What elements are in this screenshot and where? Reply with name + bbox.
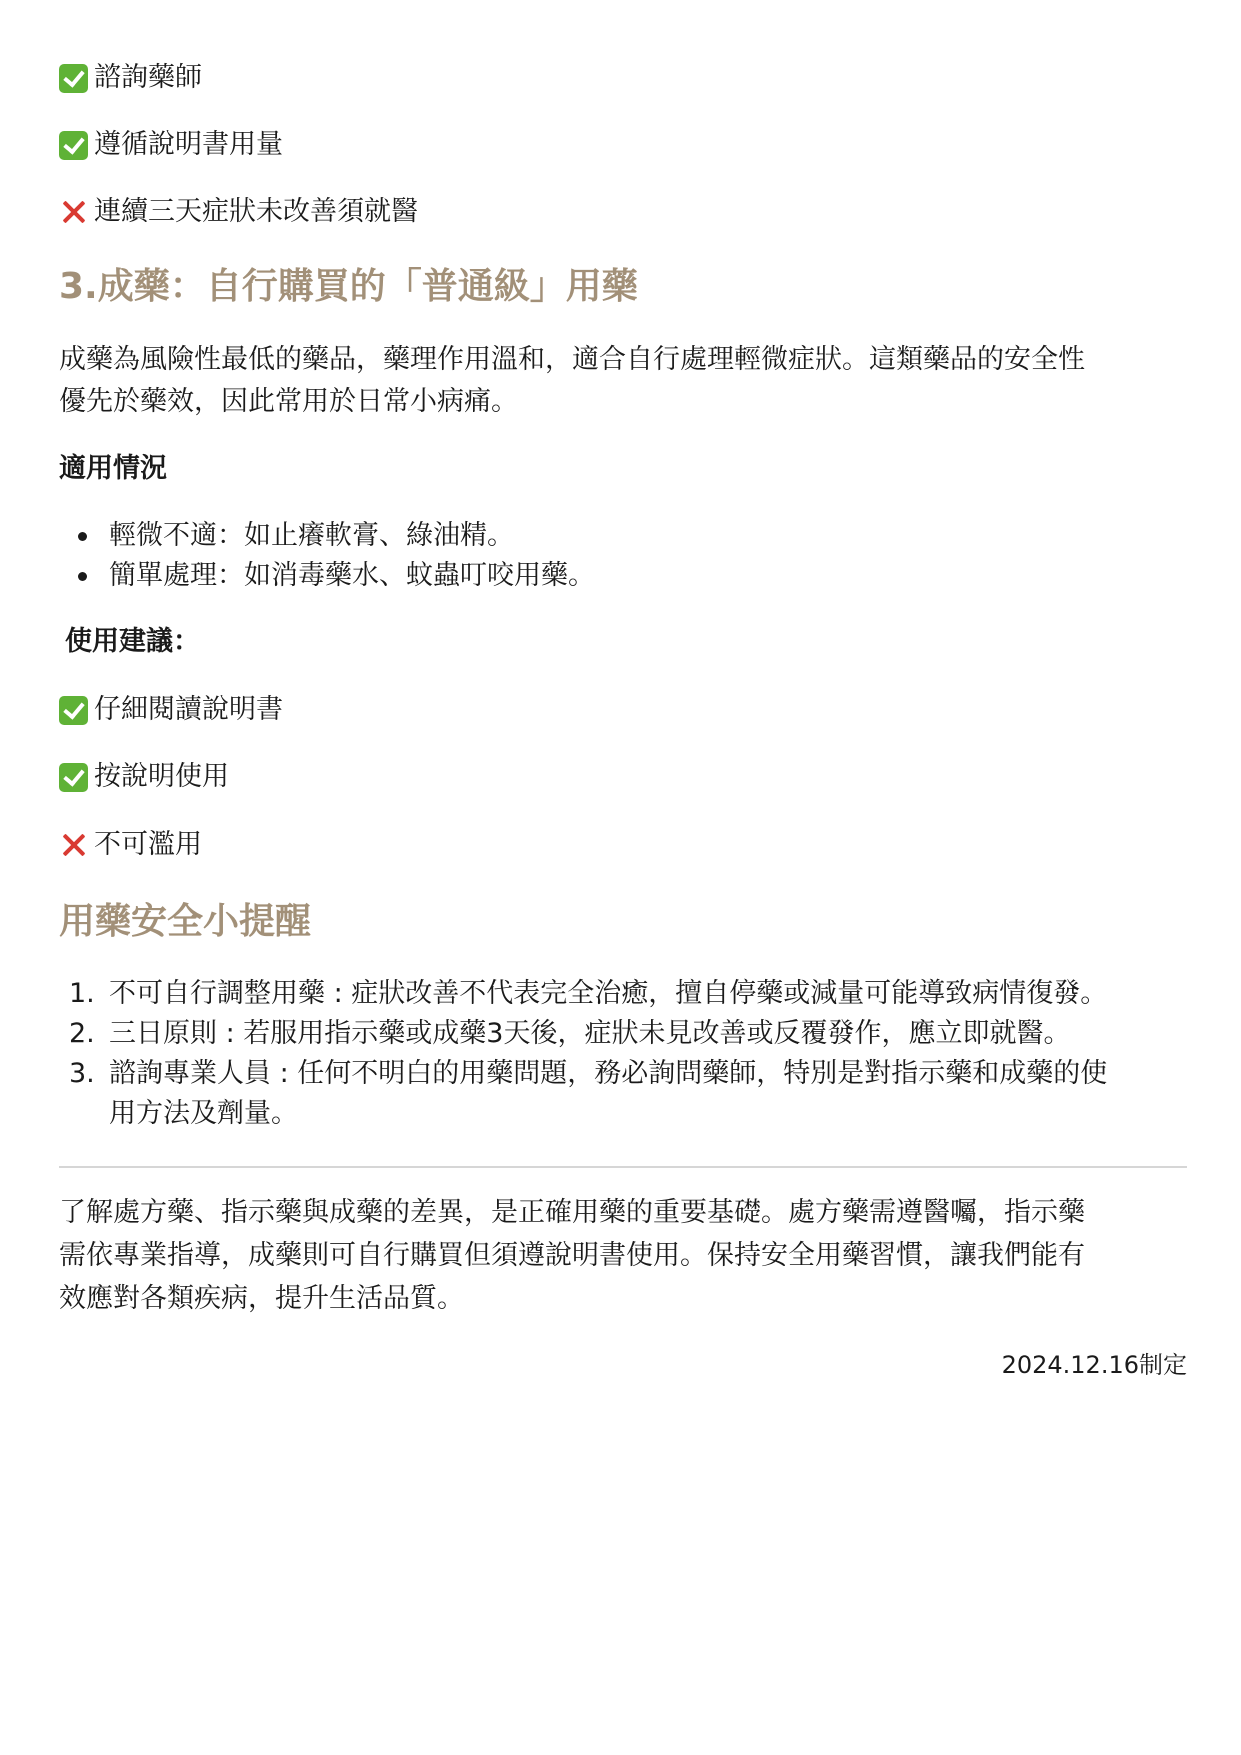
- checklist-item: [59, 693, 283, 727]
- checklist-item-text: 不可濫用: [94, 829, 202, 860]
- checklist-item: [59, 195, 418, 229]
- checklist-item: [59, 61, 202, 95]
- checklist-item: [59, 760, 229, 794]
- check-icon: [59, 696, 88, 725]
- checklist-item: [59, 128, 283, 162]
- list-item: 簡單處理：如消毒藥水、蚊蟲叮咬用藥。: [59, 556, 595, 596]
- check-icon: [59, 763, 88, 792]
- section-heading-safety: 用藥安全小提醒: [59, 901, 312, 942]
- list-item-text: 諮詢專業人員 : 任何不明白的用藥問題，務必詢問藥師，特別是對指示藥和成藥的使: [109, 1058, 1108, 1089]
- checklist-item-text: 連續三天症狀未改善須就醫: [94, 196, 418, 227]
- checklist-item-text: 仔細閱讀說明書: [94, 694, 283, 725]
- footer-date: 2024.12.16制定: [1001, 1351, 1187, 1379]
- paragraph-line: 優先於藥效，因此常用於日常小病痛。: [59, 386, 518, 417]
- list-number: 3.: [69, 1058, 95, 1089]
- check-icon: [59, 131, 88, 160]
- paragraph-line: 需依專業指導，成藥則可自行購買但須遵說明書使用。保持安全用藥習慣，讓我們能有: [59, 1240, 1085, 1271]
- list-number: 1.: [69, 978, 95, 1009]
- list-item: [59, 1014, 1187, 1054]
- checklist-item-text: 諮詢藥師: [94, 62, 202, 93]
- applicable-heading: 適用情況: [59, 453, 167, 484]
- list-item: [59, 974, 1187, 1014]
- section-heading-otc: 3.成藥：自行購買的「普通級」用藥: [59, 266, 638, 307]
- section-divider: [59, 1166, 1187, 1168]
- section-intro-paragraph: [59, 339, 1187, 423]
- list-number: 2.: [69, 1018, 95, 1049]
- list-item: 輕微不適：如止癢軟膏、綠油精。: [59, 516, 595, 556]
- list-item-text: 三日原則 : 若服用指示藥或成藥3天後，症狀未見改善或反覆發作，應立即就醫。: [109, 1018, 1071, 1049]
- conclusion-paragraph: [59, 1191, 1187, 1320]
- applicable-list: [59, 516, 595, 596]
- paragraph-line: 了解處方藥、指示藥與成藥的差異，是正確用藥的重要基礎。處方藥需遵醫囑，指示藥: [59, 1197, 1085, 1228]
- cross-icon: [59, 198, 88, 227]
- advice-heading: 使用建議：: [65, 626, 200, 657]
- cross-icon: [59, 831, 88, 860]
- safety-tips-list: [59, 974, 1187, 1134]
- checklist-item-text: 按說明使用: [94, 761, 229, 792]
- checklist-item-text: 遵循說明書用量: [94, 129, 283, 160]
- list-item-text: 不可自行調整用藥 : 症狀改善不代表完全治癒，擅自停藥或減量可能導致病情復發。: [109, 978, 1108, 1009]
- check-icon: [59, 64, 88, 93]
- paragraph-line: 效應對各類疾病，提升生活品質。: [59, 1283, 464, 1314]
- paragraph-line: 成藥為風險性最低的藥品，藥理作用溫和，適合自行處理輕微症狀。這類藥品的安全性: [59, 344, 1085, 375]
- list-item-text-continued: 用方法及劑量。: [109, 1098, 298, 1129]
- checklist-item: [59, 828, 202, 862]
- list-item: [59, 1054, 1187, 1134]
